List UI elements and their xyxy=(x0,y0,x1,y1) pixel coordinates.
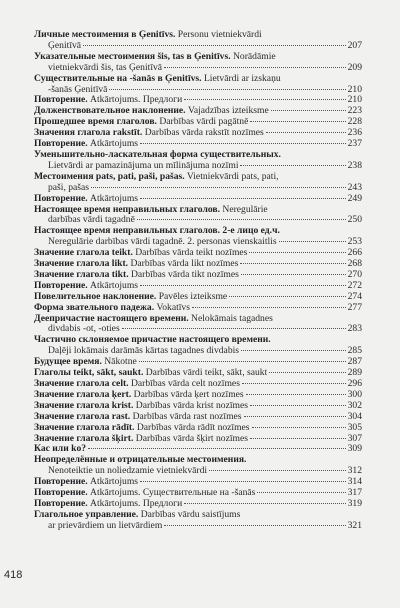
toc-entry-title xyxy=(34,248,247,259)
toc-entry-line xyxy=(34,444,362,455)
toc-entry-heading: Значения глагола rakstīt. xyxy=(34,128,143,139)
toc-entry-continuation: Ģenitīvā xyxy=(48,40,82,51)
toc-entry xyxy=(34,368,362,379)
toc-entry-page: 250 xyxy=(347,214,362,226)
toc-entry xyxy=(34,139,362,150)
toc-entry-continuation-line xyxy=(34,41,362,52)
toc-entry-translation: Atkārtojums. Предлоги xyxy=(87,498,183,509)
toc-entry-page: 210 xyxy=(347,83,362,95)
toc-entry-line xyxy=(34,292,362,303)
toc-entry-page: 307 xyxy=(347,432,362,444)
toc-entry-title xyxy=(34,139,138,150)
leader-dots xyxy=(250,438,346,439)
toc-entry-continuation-line xyxy=(34,521,362,532)
toc-entry-title xyxy=(34,412,242,423)
toc-entry-translation: Nelokāmais tagadnes xyxy=(188,313,273,324)
toc-entry-translation: Darbības vārdi teikt, sākt, saukt xyxy=(143,368,268,379)
toc-entry-line xyxy=(34,74,362,85)
toc-entry-line xyxy=(34,477,362,488)
toc-entry-page: 277 xyxy=(347,301,362,313)
toc-entry-heading: Долженствовательное наклонение. xyxy=(34,106,186,117)
toc-entry xyxy=(34,390,362,401)
toc-entry-title xyxy=(34,499,182,510)
toc-entry-line xyxy=(34,226,362,237)
toc-entry-heading: Повторение. xyxy=(34,498,88,509)
toc-entry-page: 207 xyxy=(347,39,362,51)
toc-entry xyxy=(34,281,362,292)
toc-entry-title xyxy=(34,74,281,85)
toc-entry xyxy=(34,128,362,139)
toc-entry-translation: Neregulārie xyxy=(220,204,268,215)
toc-entry-title xyxy=(34,117,248,128)
toc-entry-title xyxy=(34,150,281,161)
toc-entry-heading: Значение глагола teikt. xyxy=(34,248,133,259)
toc-entry xyxy=(34,95,362,106)
toc-entry-title xyxy=(34,477,138,488)
toc-entry xyxy=(34,412,362,423)
toc-entry-page: 319 xyxy=(347,497,362,509)
toc-entry-line xyxy=(34,510,362,521)
toc-entry-line xyxy=(34,434,362,445)
toc-entry-translation: Vietniekvārdi pats, pati, xyxy=(184,171,279,182)
toc-entry-line xyxy=(34,281,362,292)
toc-entry-page: 268 xyxy=(347,258,362,270)
toc-entry-continuation-line xyxy=(34,324,362,335)
toc-entry-heading: Значение глагола rādīt. xyxy=(34,422,135,433)
toc-entry xyxy=(34,379,362,390)
toc-entry-translation: Atkārtojums xyxy=(87,139,139,150)
toc-entry-continuation: Neregulārie darbības vārdi tagadnē. 2. personas vienskaitlis xyxy=(48,237,277,248)
toc-entry-title xyxy=(34,488,255,499)
leader-dots xyxy=(257,492,345,493)
leader-dots xyxy=(279,241,346,242)
toc-entry-translation: Atkārtojums xyxy=(87,280,139,291)
leader-dots xyxy=(140,143,346,144)
toc-entry-translation: Darbības vārda rast nozīmes xyxy=(130,411,242,422)
toc-entry-continuation-line xyxy=(34,215,362,226)
toc-entry-title xyxy=(34,194,138,205)
toc-entry xyxy=(34,434,362,445)
toc-entry-heading: Значение глагола tikt. xyxy=(34,269,129,280)
toc-entry xyxy=(34,455,362,477)
toc-entry-heading: Повторение. xyxy=(34,488,88,499)
toc-entry-line xyxy=(34,194,362,205)
toc-entry-heading: Значение глагола šķirt. xyxy=(34,433,134,444)
toc-entry-line xyxy=(34,117,362,128)
toc-entry-line xyxy=(34,106,362,117)
toc-entry-page: 237 xyxy=(347,138,362,150)
toc-entry-line xyxy=(34,357,362,368)
toc-entry-heading: Повторение. xyxy=(34,193,88,204)
toc-entry-page: 243 xyxy=(347,181,362,193)
leader-dots xyxy=(240,263,345,264)
toc-entry-title xyxy=(34,444,86,455)
toc-entry-line xyxy=(34,412,362,423)
toc-entry-page: 223 xyxy=(347,105,362,117)
toc-entry-title xyxy=(34,270,239,281)
toc-entry-page: 274 xyxy=(347,290,362,302)
leader-dots xyxy=(246,394,346,395)
toc-entry-title xyxy=(34,95,182,106)
toc-entry-continuation: divdabis -ot, -oties xyxy=(48,324,120,335)
toc-entry-title xyxy=(34,390,244,401)
toc-entry xyxy=(34,401,362,412)
toc-entry xyxy=(34,194,362,205)
toc-entry xyxy=(34,270,362,281)
toc-entry-translation: Nākotne xyxy=(101,357,137,368)
toc-entry xyxy=(34,488,362,499)
toc-entry-translation: Darbības vārda likt nozīmes xyxy=(128,259,239,270)
toc-entry xyxy=(34,30,362,52)
toc-entry-page: 317 xyxy=(347,487,362,499)
toc-entry-title xyxy=(34,401,248,412)
toc-entry xyxy=(34,248,362,259)
leader-dots xyxy=(250,405,346,406)
toc-entry-page: 266 xyxy=(347,247,362,259)
toc-entry xyxy=(34,106,362,117)
toc-entry-title xyxy=(34,281,138,292)
leader-dots xyxy=(242,383,346,384)
toc-entry xyxy=(34,117,362,128)
toc-entry-title xyxy=(34,106,269,117)
toc-entry-page: 314 xyxy=(347,476,362,488)
toc-entry xyxy=(34,303,362,314)
toc-entry xyxy=(34,357,362,368)
leader-dots xyxy=(241,350,346,351)
toc-entry-heading: Указательные местоимения šis, tas в Ģenitīvs. xyxy=(34,51,231,62)
toc-entry-heading: Значение глагола ķert. xyxy=(34,389,132,400)
toc-entry xyxy=(34,259,362,270)
toc-entry-heading: Повелительное наклонение. xyxy=(34,291,157,302)
toc-entry-line xyxy=(34,368,362,379)
toc-entry-translation: Darbības vārda rakstīt nozīmes xyxy=(142,128,264,139)
toc-entry-page: 287 xyxy=(347,356,362,368)
leader-dots xyxy=(140,285,346,286)
toc-entry-translation: Atkārtojums. Существительные на -šanās xyxy=(87,488,256,499)
toc-entry-heading: Деепричастие настоящего времени. xyxy=(34,313,189,324)
toc-entry-line xyxy=(34,95,362,106)
toc-entry-continuation-line xyxy=(34,346,362,357)
toc-entry-page: 272 xyxy=(347,279,362,291)
toc-entry-page: 283 xyxy=(347,323,362,335)
toc-entry-continuation: ar prievārdiem un lietvārdiem xyxy=(48,520,163,531)
toc-entry-continuation: -šanās Ģenitīvā xyxy=(48,84,108,95)
toc-entry-continuation-line xyxy=(34,63,362,74)
toc-entry-heading: Повторение. xyxy=(34,477,88,488)
leader-dots xyxy=(109,89,345,90)
toc-entry xyxy=(34,499,362,510)
toc-entry-line xyxy=(34,488,362,499)
toc-entry-title xyxy=(34,52,276,63)
toc-entry-title xyxy=(34,30,262,41)
toc-entry-line xyxy=(34,401,362,412)
toc-entry-translation: Atkārtojums. Предлоги xyxy=(87,95,183,106)
leader-dots xyxy=(252,427,346,428)
toc-entry xyxy=(34,150,362,172)
leader-dots xyxy=(241,274,346,275)
toc-entry-title xyxy=(34,303,190,314)
toc-entry-heading: Повторение. xyxy=(34,139,88,150)
toc-entry-page: 312 xyxy=(347,465,362,477)
toc-entry-line xyxy=(34,379,362,390)
toc-entry-heading: Значение глагола celt. xyxy=(34,379,129,389)
toc-entry-title xyxy=(34,292,227,303)
toc-entry xyxy=(34,423,362,434)
toc-entry-heading: Настоящее время неправильных глаголов. 2-е лицо ед.ч. xyxy=(34,226,280,237)
leader-dots xyxy=(91,187,346,188)
toc-entry-line xyxy=(34,52,362,63)
toc-entry-heading: Глаголы teikt, sākt, saukt. xyxy=(34,368,144,379)
leader-dots xyxy=(266,132,346,133)
toc-entry-translation: Darbības vārdu saistījums xyxy=(138,509,241,520)
toc-entry-continuation-line xyxy=(34,161,362,172)
toc-entry-continuation: paši, pašas xyxy=(48,182,90,193)
toc-entry-translation: Darbības vārda teikt nozīmes xyxy=(132,248,248,259)
leader-dots xyxy=(140,198,346,199)
toc-entry-heading: Личные местоимения в Ģenitīvs. xyxy=(34,30,176,40)
toc-entry-page: 253 xyxy=(347,236,362,248)
toc-entry xyxy=(34,444,362,455)
leader-dots xyxy=(122,328,346,329)
toc-entry-heading: Уменьшительно-ласкательная форма существительных. xyxy=(34,149,281,160)
toc-entry-line xyxy=(34,423,362,434)
toc-entry-heading: Местоимения pats, pati, paši, pašas. xyxy=(34,171,185,182)
leader-dots xyxy=(139,361,346,362)
toc-entry-translation: Darbības vārda rādīt nozīmes xyxy=(134,422,250,433)
toc-entry-heading: Повторение. xyxy=(34,95,88,106)
leader-dots xyxy=(249,252,345,253)
toc-entry-page: 321 xyxy=(347,519,362,531)
toc-entry-heading: Повторение. xyxy=(34,280,88,291)
toc-entry-heading: Существительные на -šanās в Ģenitīvs. xyxy=(34,73,202,84)
leader-dots xyxy=(244,416,346,417)
leader-dots xyxy=(164,525,345,526)
toc-entry-line xyxy=(34,314,362,325)
toc-entry-title xyxy=(34,423,250,434)
toc-entry-continuation: Nenoteiktie un noliedzamie vietniekvārdi xyxy=(48,466,208,477)
toc-entry-page: 209 xyxy=(347,61,362,73)
toc-entry-title xyxy=(34,368,267,379)
toc-entry-translation: Darbības vārda ķert nozīmes xyxy=(131,389,244,400)
toc-entry-translation: Darbības vārda krist nozīmes xyxy=(133,400,248,411)
leader-dots xyxy=(250,121,345,122)
toc-entry-page: 309 xyxy=(347,443,362,455)
toc-entry-heading: Будущее время. xyxy=(34,357,102,368)
toc-entry-line xyxy=(34,303,362,314)
toc-entry-page: 236 xyxy=(347,127,362,139)
toc-entry-title xyxy=(34,510,240,521)
toc-entry-line xyxy=(34,259,362,270)
toc-entry-line xyxy=(34,150,362,161)
toc-entry-page: 228 xyxy=(347,116,362,128)
toc-entry-heading: Форма звательного падежа. xyxy=(34,302,155,313)
leader-dots xyxy=(164,67,346,68)
leader-dots xyxy=(240,165,345,166)
toc-entry-line xyxy=(34,172,362,183)
toc-entry-heading: Кас или ko? xyxy=(34,444,87,455)
toc-entry-translation: Atkārtojums xyxy=(87,193,139,204)
toc-entry-translation: Norādāmie xyxy=(230,51,276,62)
toc-entry-line xyxy=(34,499,362,510)
toc-entry xyxy=(34,74,362,96)
toc-entry-continuation: darbības vārdi tagadnē xyxy=(48,215,135,226)
leader-dots xyxy=(184,99,345,100)
toc-entry xyxy=(34,335,362,357)
toc-entry-line xyxy=(34,30,362,41)
leader-dots xyxy=(88,448,346,449)
leader-dots xyxy=(192,307,346,308)
toc-entry-title xyxy=(34,379,240,390)
toc-entry-page: 305 xyxy=(347,421,362,433)
toc-entry-page: 270 xyxy=(347,268,362,280)
toc-entry-heading: Значение глагола rast. xyxy=(34,411,131,422)
leader-dots xyxy=(137,219,346,220)
toc-entry-page: 304 xyxy=(347,410,362,422)
toc-entry-line xyxy=(34,335,362,346)
toc-entry-translation: Vokatīvs xyxy=(154,302,190,313)
toc-entry-title xyxy=(34,314,273,325)
toc-entry-line xyxy=(34,390,362,401)
toc-entry-title xyxy=(34,357,137,368)
toc-entry-page: 249 xyxy=(347,192,362,204)
toc-entry-line xyxy=(34,455,362,466)
toc-entry-continuation-line xyxy=(34,237,362,248)
toc-entry xyxy=(34,314,362,336)
toc-entry-heading: Прошедшее время глаголов. xyxy=(34,117,157,128)
leader-dots xyxy=(209,470,346,471)
toc-entry-title xyxy=(34,259,238,270)
toc-entry-translation: Darbības vārda celt nozīmes xyxy=(128,379,240,389)
toc-entry xyxy=(34,205,362,227)
toc-entry-line xyxy=(34,270,362,281)
leader-dots xyxy=(229,296,345,297)
toc-entry-title xyxy=(34,226,280,237)
toc-entry-page: 300 xyxy=(347,388,362,400)
toc-entry-translation: Darbības vārda tikt nozīmes xyxy=(128,269,239,280)
toc-entry-page: 289 xyxy=(347,367,362,379)
toc-entry-title xyxy=(34,455,246,466)
toc-entry-heading: Глагольное управление. xyxy=(34,509,139,520)
toc-entry xyxy=(34,226,362,248)
leader-dots xyxy=(140,481,346,482)
page-number: 418 xyxy=(4,569,23,581)
toc-entry-continuation-line xyxy=(34,85,362,96)
toc-entry-line xyxy=(34,128,362,139)
toc-entry-continuation: vietniekvārdi šis, tas Ģenitīvā xyxy=(48,62,163,73)
toc-entry xyxy=(34,172,362,194)
toc-entry-line xyxy=(34,248,362,259)
toc-entry-translation: Pavēles izteiksme xyxy=(156,291,228,302)
toc-entry-translation: Personu vietniekvārdi xyxy=(175,30,262,40)
leader-dots xyxy=(269,372,345,373)
toc-entry-translation: Atkārtojums xyxy=(87,477,139,488)
toc-entry-continuation-line xyxy=(34,466,362,477)
toc-entry xyxy=(34,292,362,303)
toc-entry-title xyxy=(34,172,279,183)
toc-entry xyxy=(34,52,362,74)
toc-entry-title xyxy=(34,205,268,216)
toc-entry-heading: Частично склоняемое причастие настоящего времени. xyxy=(34,335,271,346)
table-of-contents xyxy=(34,30,362,532)
toc-entry-translation: Vajadzības izteiksme xyxy=(185,106,269,117)
toc-entry-page: 285 xyxy=(347,345,362,357)
toc-entry-continuation-line xyxy=(34,183,362,194)
toc-entry-heading: Значение глагола krist. xyxy=(34,400,134,411)
toc-entry-translation: Lietvārdi ar izskaņu xyxy=(201,73,281,84)
toc-entry-heading: Значение глагола likt. xyxy=(34,259,129,270)
toc-entry-page: 302 xyxy=(347,399,362,411)
toc-entry-translation: Darbības vārda šķirt nozīmes xyxy=(133,433,248,444)
toc-entry-page: 296 xyxy=(347,378,362,389)
toc-entry-title xyxy=(34,335,271,346)
toc-entry-page: 238 xyxy=(347,159,362,171)
toc-entry-title xyxy=(34,128,264,139)
leader-dots xyxy=(184,503,345,504)
toc-entry-page: 210 xyxy=(347,94,362,106)
toc-entry xyxy=(34,477,362,488)
toc-entry-title xyxy=(34,434,248,445)
leader-dots xyxy=(271,110,346,111)
toc-entry-line xyxy=(34,139,362,150)
toc-entry-heading: Неопределённые и отрицательные местоимения. xyxy=(34,455,247,466)
toc-entry-translation: Darbības vārdi pagātnē xyxy=(156,117,249,128)
toc-entry-line xyxy=(34,205,362,216)
toc-entry xyxy=(34,510,362,532)
toc-entry-heading: Настоящее время неправильных глаголов. xyxy=(34,204,220,215)
toc-entry-continuation: Daļēji lokāmais darāmās kārtas tagadnes divdabis xyxy=(48,346,240,357)
leader-dots xyxy=(83,45,346,46)
toc-entry-continuation: Lietvārdi ar pamazinājuma un mīlinājuma nozīmi xyxy=(48,160,239,171)
